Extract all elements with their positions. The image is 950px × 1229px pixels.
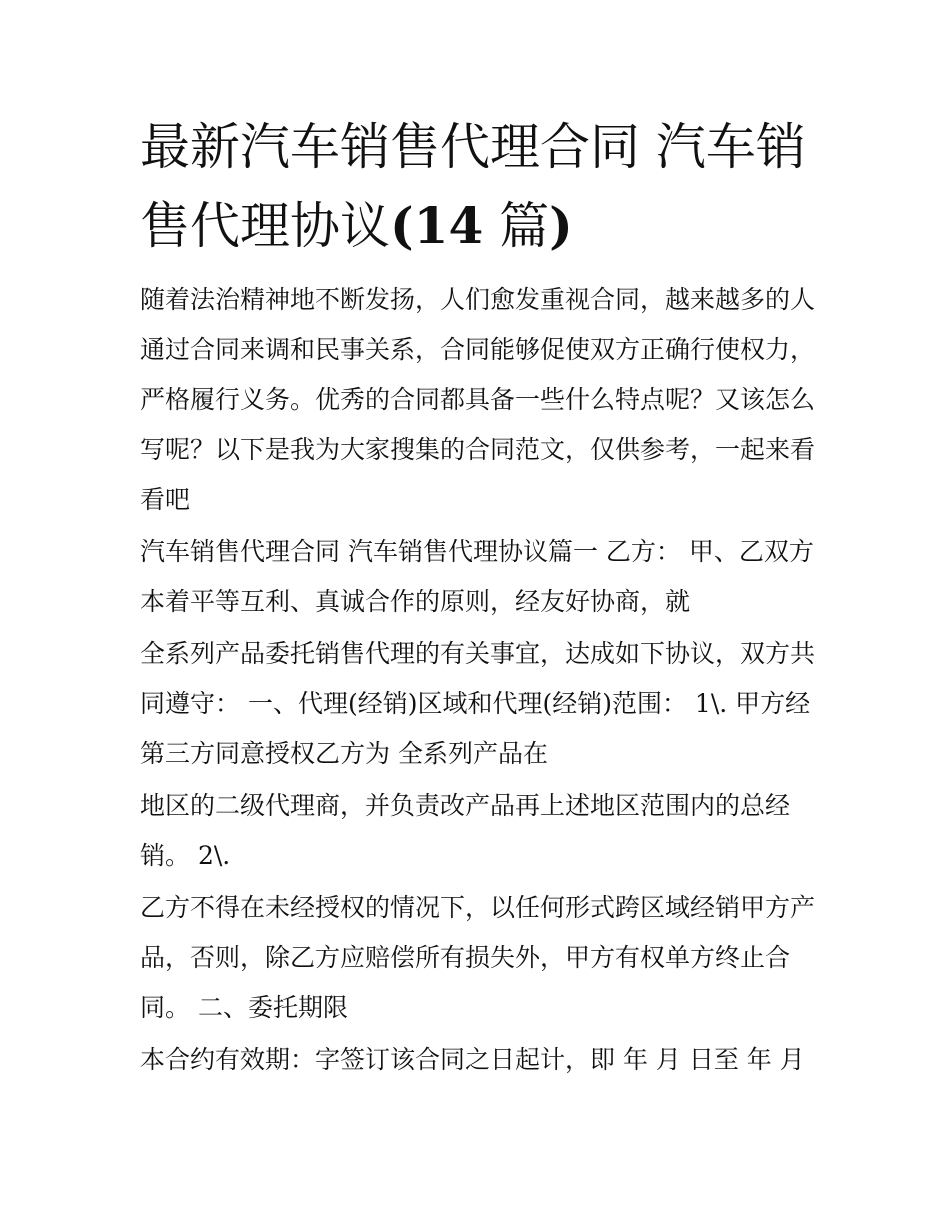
- body-line: 汽车销售代理合同 汽车销售代理协议篇一 乙方： 甲、乙双方: [140, 537, 814, 566]
- body-line: 看吧: [140, 485, 191, 514]
- body-line: 通过合同来调和民事关系，合同能够促使双方正确行使权力，: [140, 335, 816, 364]
- body-line: 严格履行义务。优秀的合同都具备一些什么特点呢？又该怎么: [140, 385, 816, 414]
- title-unit: 篇: [483, 197, 550, 255]
- document-title-line-2: [140, 196, 573, 256]
- body-line: 地区的二级代理商，并负责改产品再上述地区范围内的总经: [140, 791, 791, 820]
- body-line: 乙方不得在未经授权的情况下，以任何形式跨区域经销甲方产: [140, 893, 816, 922]
- body-line: 品，否则，除乙方应赔偿所有损失外，甲方有权单方终止合: [140, 943, 791, 972]
- body-line: 同。 二、委托期限: [140, 993, 348, 1022]
- title-text: 售代理协议: [140, 197, 390, 255]
- body-line: 同遵守： 一、代理(经销)区域和代理(经销)范围： 1\. 甲方经: [140, 689, 811, 718]
- body-line: 全系列产品委托销售代理的有关事宜，达成如下协议，双方共: [140, 639, 816, 668]
- title-count: (14: [390, 196, 484, 255]
- body-line: 随着法治精神地不断发扬，人们愈发重视合同，越来越多的人: [140, 285, 816, 314]
- body-line: 本合约有效期：字签订该合同之日起计，即 年 月 日至 年 月: [140, 1045, 805, 1074]
- title-close-paren: ): [549, 196, 573, 255]
- body-line: 销。 2\.: [140, 841, 231, 870]
- body-line: 第三方同意授权乙方为 全系列产品在: [140, 739, 548, 768]
- body-line: 写呢？以下是我为大家搜集的合同范文，仅供参考，一起来看: [140, 435, 816, 464]
- document-title-line-1: 最新汽车销售代理合同 汽车销: [140, 118, 806, 176]
- body-line: 本着平等互利、真诚合作的原则，经友好协商，就: [140, 587, 691, 616]
